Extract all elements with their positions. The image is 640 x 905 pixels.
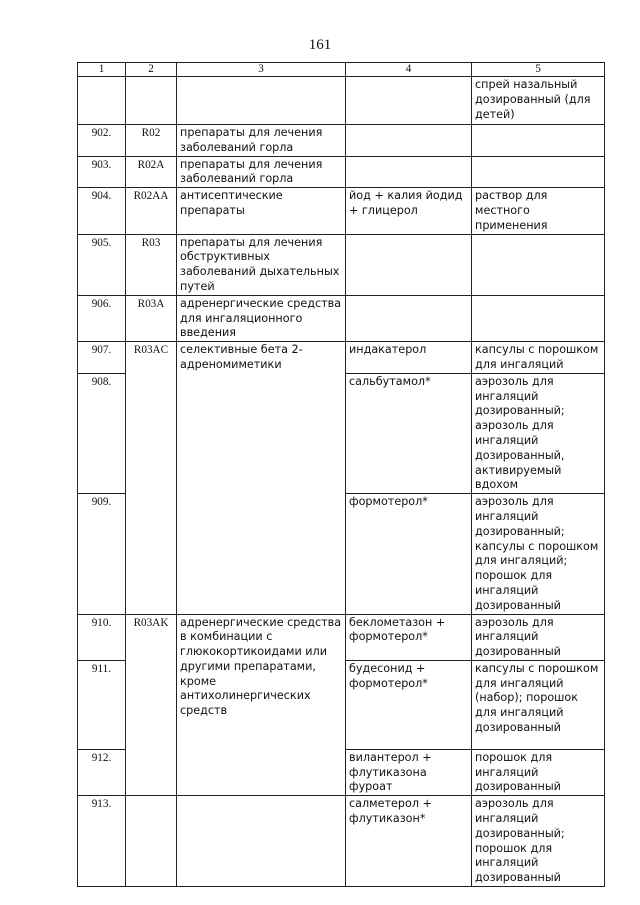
cell-number: 910. xyxy=(78,614,126,660)
cell-number: 905. xyxy=(78,234,126,295)
cell-drug: йод + калия йодид + глицерол xyxy=(346,188,472,234)
cell-group: адренергические средства для ингаляционного введения xyxy=(177,295,346,341)
cell-form xyxy=(472,125,605,157)
cell-number: 903. xyxy=(78,156,126,188)
cell-drug: формотерол* xyxy=(346,494,472,614)
column-header: 3 xyxy=(177,63,346,77)
cell-code xyxy=(126,796,177,887)
cell-drug: вилантерол + флутиказона фуроат xyxy=(346,749,472,795)
cell-group xyxy=(177,796,346,887)
cell-number: 911. xyxy=(78,660,126,749)
cell-code: R02A xyxy=(126,156,177,188)
cell-form: аэрозоль для ингаляций дозированный; аэрозоль для ингаляций дозированный, активируемый вдохом xyxy=(472,373,605,493)
cell-drug xyxy=(346,156,472,188)
cell-code: R03AK xyxy=(126,614,177,796)
cell-group: адренергические средства в комбинации с глюкокортикоидами или другими препаратами, кроме антихолинергических средств xyxy=(177,614,346,796)
table-row xyxy=(78,188,605,234)
cell-number: 908. xyxy=(78,373,126,493)
table-row xyxy=(78,77,605,125)
cell-code: R03 xyxy=(126,234,177,295)
cell-drug xyxy=(346,234,472,295)
cell-group: препараты для лечения заболеваний горла xyxy=(177,125,346,157)
cell-form: капсулы с порошком для ингаляций xyxy=(472,342,605,374)
cell-drug: сальбутамол* xyxy=(346,373,472,493)
column-header: 1 xyxy=(78,63,126,77)
cell-number xyxy=(78,77,126,125)
cell-form: спрей назальный дозированный (для детей) xyxy=(472,77,605,125)
cell-number: 913. xyxy=(78,796,126,887)
cell-group xyxy=(177,77,346,125)
drug-list-table xyxy=(77,62,605,887)
cell-drug: индакатерол xyxy=(346,342,472,374)
cell-form: капсулы с порошком для ингаляций (набор); порошок для ингаляций дозированный xyxy=(472,660,605,749)
cell-form xyxy=(472,295,605,341)
cell-drug: беклометазон + формотерол* xyxy=(346,614,472,660)
table-row xyxy=(78,342,605,374)
table-row xyxy=(78,234,605,295)
cell-drug: будесонид + формотерол* xyxy=(346,660,472,749)
table-header-row xyxy=(78,63,605,77)
cell-number: 904. xyxy=(78,188,126,234)
cell-form: порошок для ингаляций дозированный xyxy=(472,749,605,795)
cell-form: аэрозоль для ингаляций дозированный xyxy=(472,614,605,660)
column-header: 4 xyxy=(346,63,472,77)
cell-code xyxy=(126,77,177,125)
column-header: 2 xyxy=(126,63,177,77)
cell-number: 902. xyxy=(78,125,126,157)
cell-form: аэрозоль для ингаляций дозированный; капсулы с порошком для ингаляций; порошок для ингаляций дозированный xyxy=(472,494,605,614)
cell-form xyxy=(472,234,605,295)
cell-form: раствор для местного применения xyxy=(472,188,605,234)
cell-drug: салметерол + флутиказон* xyxy=(346,796,472,887)
cell-code: R02 xyxy=(126,125,177,157)
cell-group: селективные бета 2-адреномиметики xyxy=(177,342,346,614)
cell-drug xyxy=(346,125,472,157)
cell-number: 906. xyxy=(78,295,126,341)
cell-number: 907. xyxy=(78,342,126,374)
cell-number: 909. xyxy=(78,494,126,614)
table-row xyxy=(78,156,605,188)
table-row xyxy=(78,295,605,341)
page-number: 161 xyxy=(308,37,332,53)
cell-group: антисептические препараты xyxy=(177,188,346,234)
cell-group: препараты для лечения заболеваний горла xyxy=(177,156,346,188)
cell-form: аэрозоль для ингаляций дозированный; порошок для ингаляций дозированный xyxy=(472,796,605,887)
column-header: 5 xyxy=(472,63,605,77)
cell-code: R02AA xyxy=(126,188,177,234)
cell-code: R03AC xyxy=(126,342,177,614)
table-row xyxy=(78,125,605,157)
cell-form xyxy=(472,156,605,188)
cell-code: R03A xyxy=(126,295,177,341)
cell-number: 912. xyxy=(78,749,126,795)
cell-drug xyxy=(346,295,472,341)
cell-drug xyxy=(346,77,472,125)
table-row xyxy=(78,796,605,887)
table-row xyxy=(78,614,605,660)
cell-group: препараты для лечения обструктивных заболеваний дыхательных путей xyxy=(177,234,346,295)
